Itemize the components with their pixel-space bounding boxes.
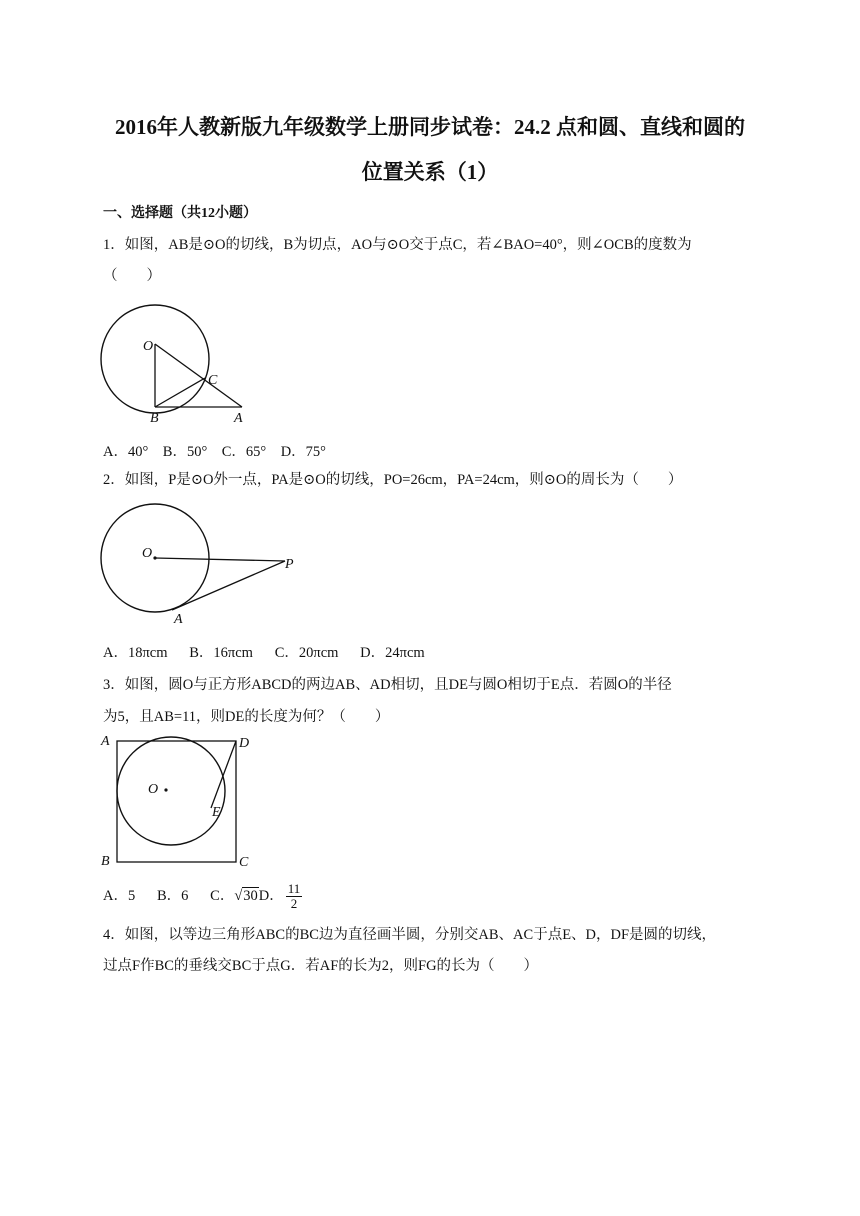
circle-o [117,737,225,845]
question-4-line-2: 过点F作BC的垂线交BC于点G．若AF的长为2，则FG的长为（ ） [103,958,539,974]
title-line-2: 位置关系（1） [361,160,499,184]
segment-de [211,741,236,808]
label-o: O [148,782,159,797]
question-1-figure [96,298,256,428]
square-abcd [117,741,236,862]
option-a: A．5 [103,887,136,904]
question-1-line-1: 1．如图，AB是⊙O的切线，B为切点，AO与⊙O交于点C，若∠BAO=40°，则∠OCB的度数为 [103,237,692,253]
label-c: C [239,855,249,870]
label-p: P [285,557,294,572]
segment-op [155,558,285,561]
question-3-figure [98,732,258,872]
label-a: A [234,411,243,426]
label-o: O [142,546,153,561]
section-heading: 一、选择题（共12小题） [103,206,257,221]
sqrt-expression: √30 [234,887,258,904]
label-b: B [150,411,159,426]
option-d: D． [258,887,284,904]
label-a: A [174,612,183,626]
question-4-line-1: 4．如图，以等边三角形ABC的BC边为直径画半圆，分别交AB、AC于点E、D，DF是圆的切线， [103,927,717,943]
option-c: C． [210,887,235,904]
question-2-options: A．18πcm B．16πcm C．20πcm D．24πcm [103,645,425,661]
title-line-1: 2016年人教新版九年级数学上册同步试卷：24.2 点和圆、直线和圆的 [115,115,745,139]
question-2-text: 2．如图，P是⊙O外一点，PA是⊙O的切线，PO=26cm，PA=24cm，则⊙O的周长为（ ） [103,472,683,488]
question-2-figure [96,502,301,626]
fraction-numerator: 11 [287,881,301,896]
question-3-line-2: 为5，且AB=11，则DE的长度为何？（ ） [103,709,390,725]
question-1-options: A．40° B．50° C．65° D．75° [103,444,326,460]
question-3-line-1: 3．如图，圆O与正方形ABCD的两边AB、AD相切，且DE与圆O相切于E点．若圆O的半径 [103,677,672,693]
label-o: O [143,339,154,354]
option-b: B．6 [156,887,189,904]
label-b: B [101,854,110,869]
center-point-o [164,788,167,791]
fraction [286,882,303,911]
label-e: E [212,805,221,820]
label-c: C [208,373,218,388]
question-3-options [103,882,302,911]
question-1-line-2: （ ） [103,268,161,284]
label-d: D [239,736,250,751]
label-a: A [101,734,110,749]
segment-pa [172,561,285,610]
sqrt-radicand: 30 [243,887,258,904]
fraction-denominator: 2 [290,896,298,911]
